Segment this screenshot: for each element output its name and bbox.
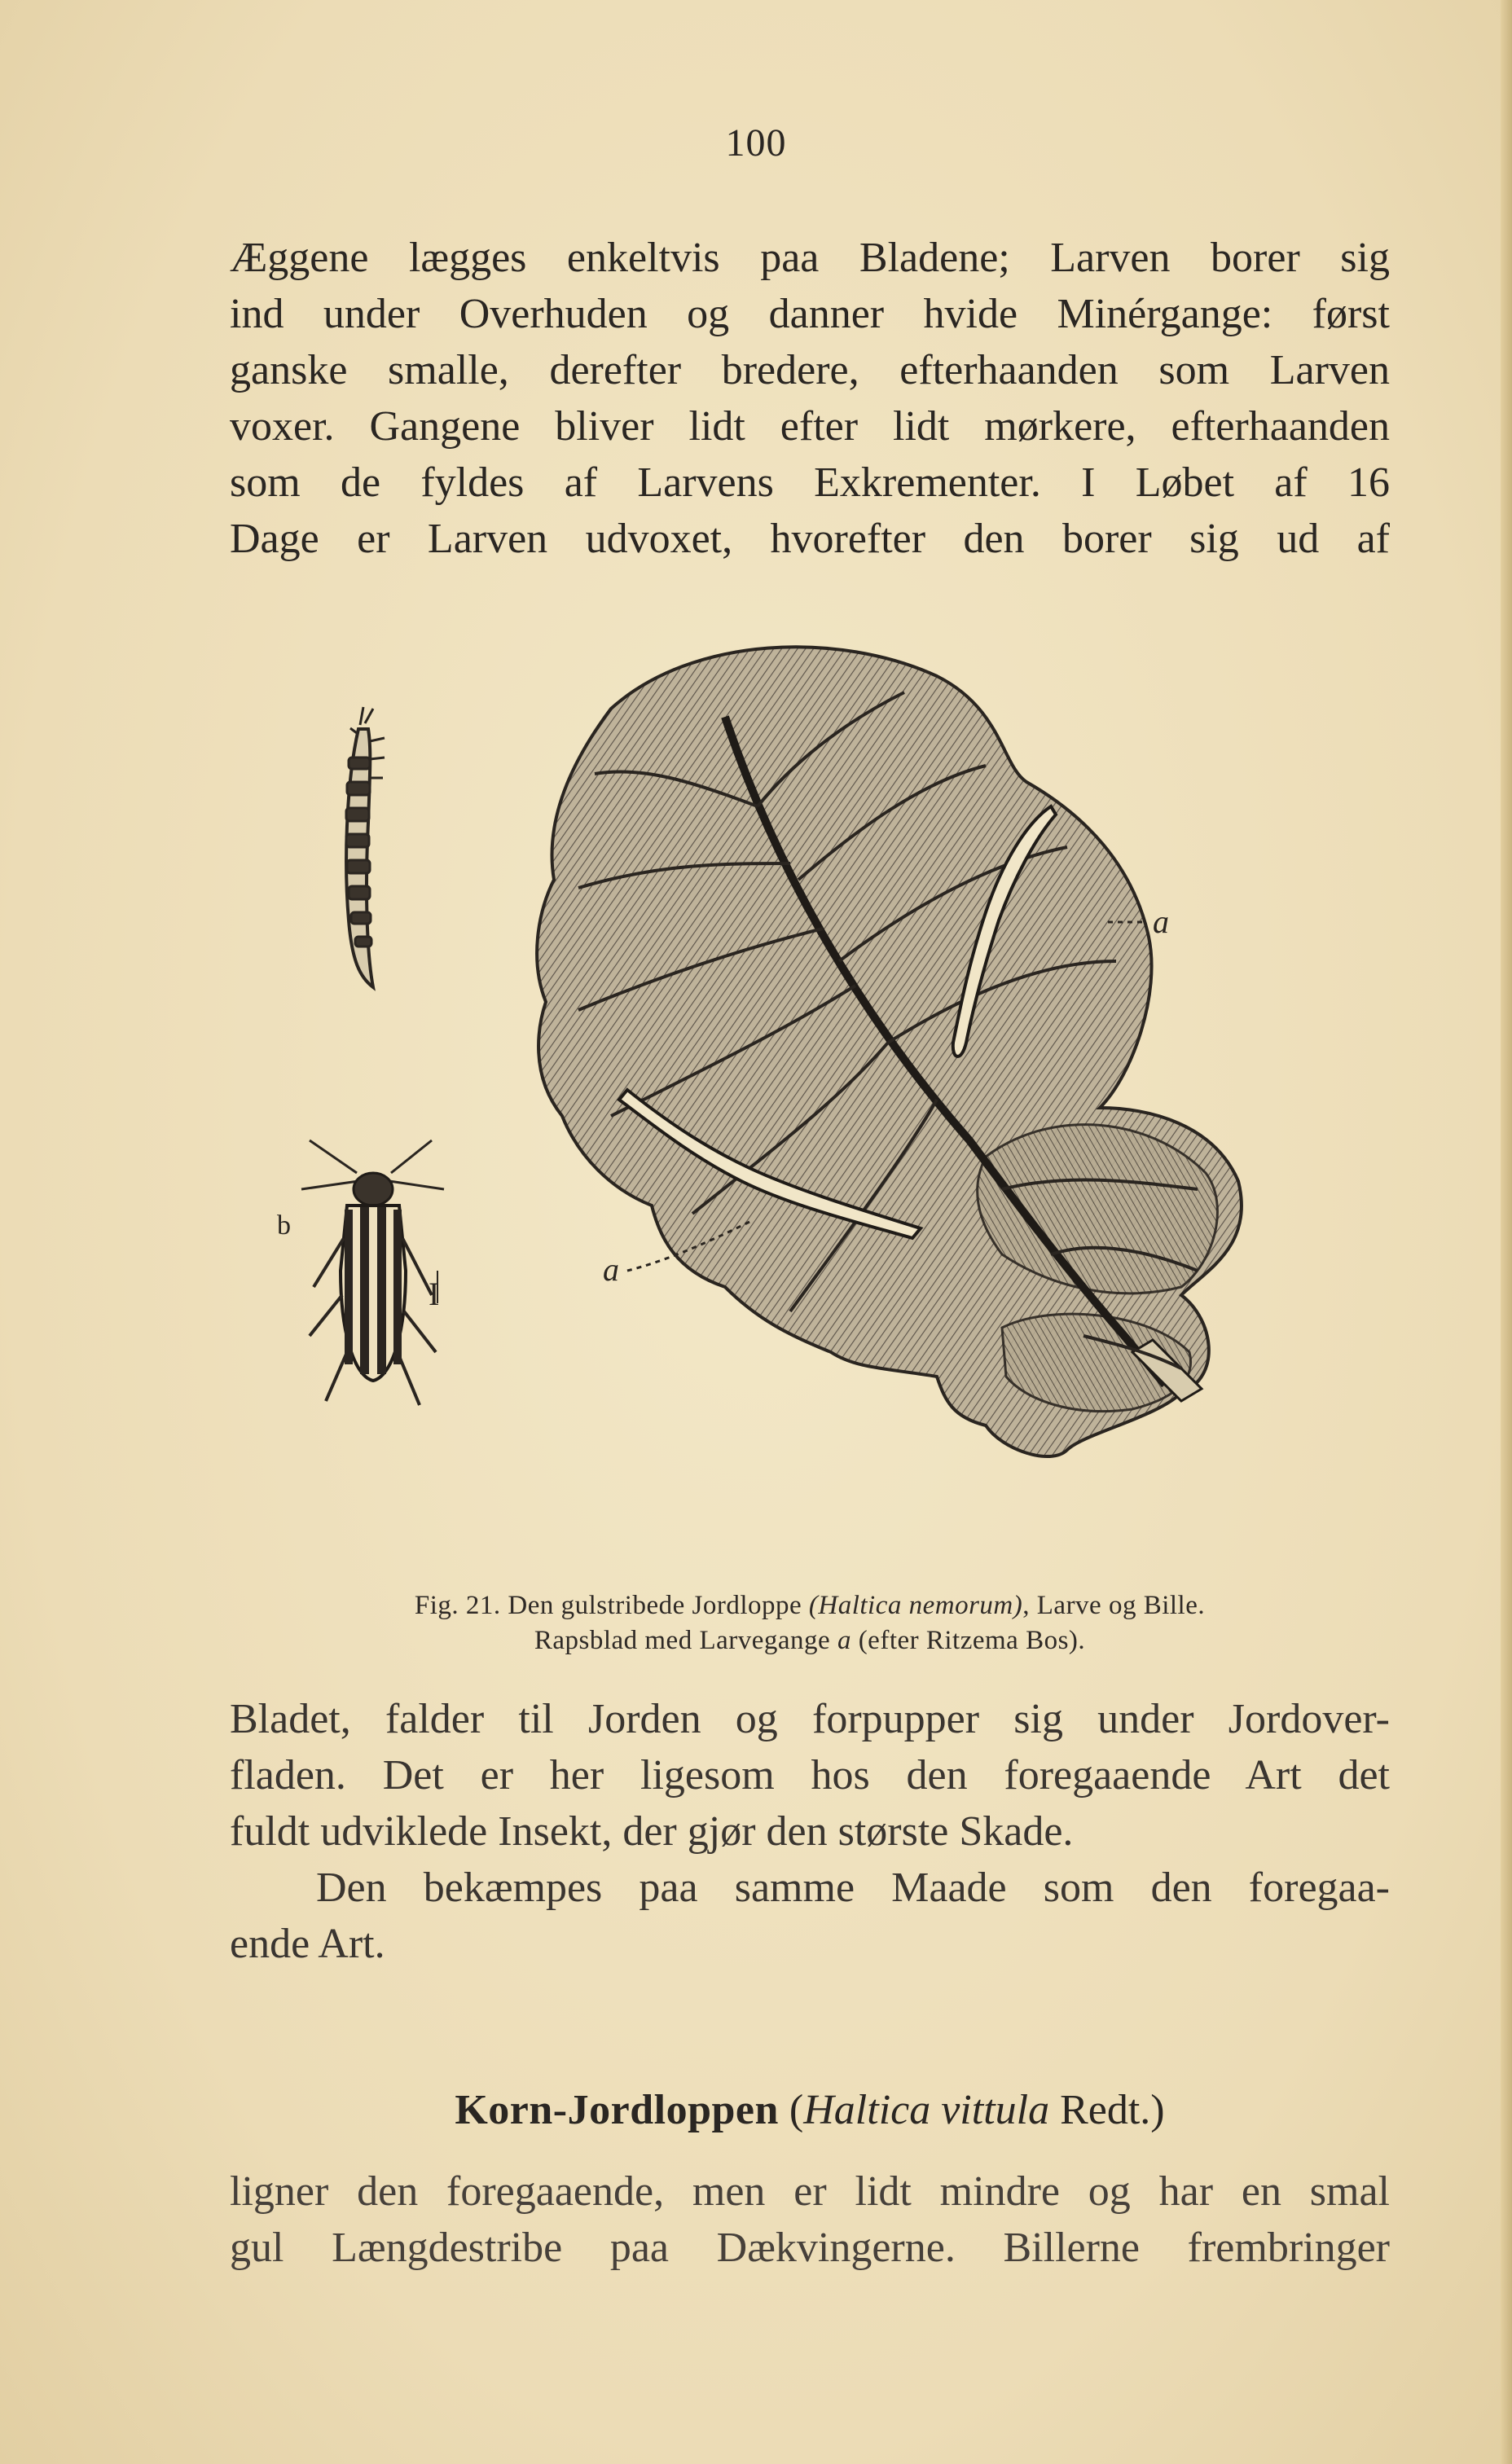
paragraph-3 — [230, 1860, 1390, 1972]
paragraph-2 — [230, 1691, 1390, 1860]
label-a-left: a — [603, 1251, 619, 1288]
text-line: Æggene lægges enkeltvis paa Bladene; Larven borer sig — [230, 235, 1390, 281]
text-line: ganske smalle, derefter bredere, efterhaanden som Larven — [230, 347, 1390, 393]
paragraph-4 — [230, 2163, 1390, 2276]
caption-marker: a — [837, 1626, 851, 1655]
caption-line-2 — [230, 1623, 1390, 1658]
figure-caption — [230, 1588, 1390, 1658]
text-line: ligner den foregaaende, men er lidt mindre og har en smal — [230, 2168, 1390, 2215]
text-line: Bladet, falder til Jorden og forpupper sig under Jordover- — [230, 1696, 1390, 1742]
caption-line-1 — [230, 1588, 1390, 1623]
text-line: Den bekæmpes paa samme Maade som den foregaa- — [316, 1864, 1390, 1911]
caption-text: (efter Ritzema Bos). — [850, 1626, 1086, 1655]
section-title-open: ( — [778, 2087, 804, 2133]
caption-text: Rapsblad med Larvegange — [534, 1626, 837, 1655]
leaf-illustration — [537, 647, 1242, 1456]
text-line: som de fyldes af Larvens Exkrementer. I Løbet af 16 — [230, 459, 1390, 506]
scale-mark: I — [429, 1276, 440, 1312]
text-line: fladen. Det er her ligesom hos den foregaaende Art det — [230, 1752, 1390, 1799]
text-line: ende Art. — [230, 1921, 385, 1967]
text-line: gul Længdestribe paa Dækvingerne. Billerne frembringer — [230, 2225, 1390, 2271]
larva-illustration — [346, 707, 385, 987]
section-title: Korn-Jordloppen — [455, 2087, 779, 2133]
figure-21 — [269, 619, 1344, 1572]
caption-text: , Larve og Bille. — [1022, 1591, 1206, 1620]
text-line: ind under Overhuden og danner hvide Minérgange: først — [230, 291, 1390, 337]
label-a-right: a — [1153, 903, 1169, 940]
text-line: voxer. Gangene bliver lidt efter lidt mørkere, efterhaanden — [230, 403, 1390, 450]
text-line: fuldt udviklede Insekt, der gjør den største Skade. — [230, 1808, 1074, 1855]
page-edge — [1501, 0, 1512, 2464]
caption-text: Fig. 21. Den gulstribede Jordloppe — [414, 1591, 809, 1620]
section-heading — [230, 2082, 1390, 2138]
section-author: Redt.) — [1049, 2087, 1165, 2133]
label-b: b — [277, 1210, 291, 1241]
section-species: Haltica vittula — [803, 2087, 1050, 2133]
page-number: 100 — [725, 121, 787, 165]
caption-species: (Haltica nemorum) — [808, 1591, 1023, 1620]
paragraph-1 — [230, 230, 1390, 567]
text-line: Dage er Larven udvoxet, hvorefter den borer sig ud af — [230, 516, 1390, 562]
beetle-illustration — [301, 1140, 444, 1405]
